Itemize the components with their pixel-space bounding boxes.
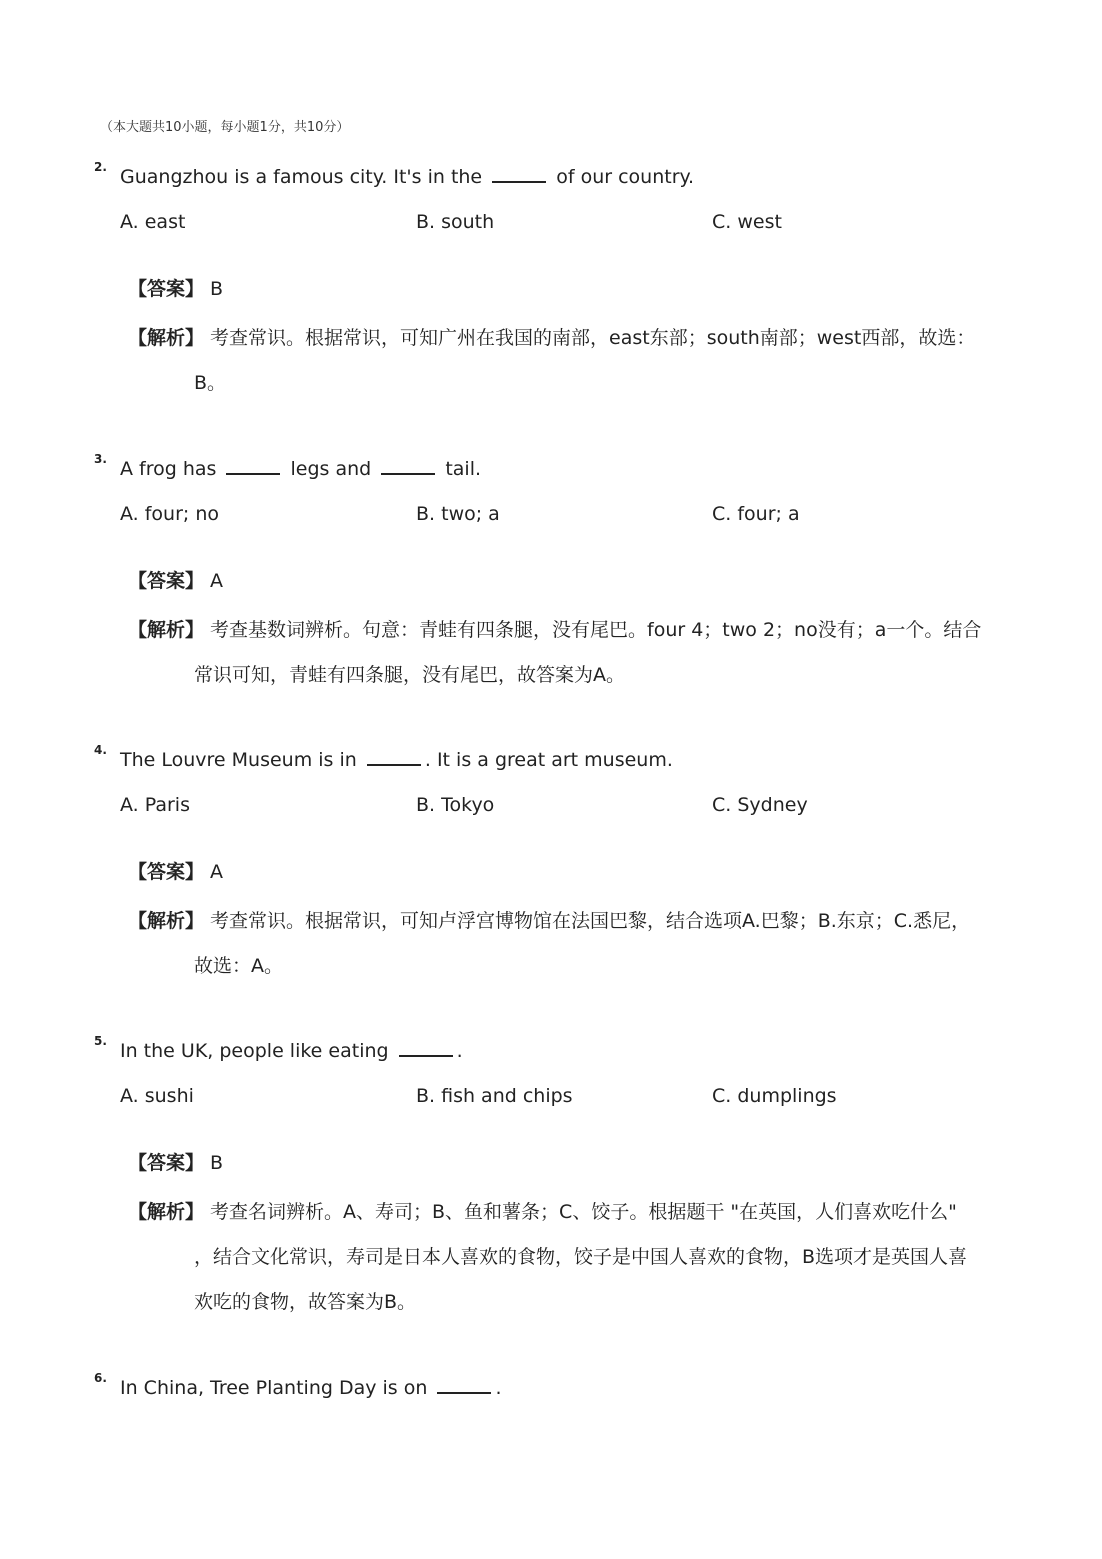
explanation-text: 欢吃的食物，故答案为B。 xyxy=(194,1291,417,1313)
option-a: A. Paris xyxy=(120,794,190,816)
section-note: （本大题共10小题，每小题1分，共10分） xyxy=(100,120,350,135)
explanation-text: 故选：A。 xyxy=(194,955,283,977)
question-number: 5. xyxy=(94,1034,107,1048)
option-c: C. four; a xyxy=(712,503,800,525)
option-c: C. Sydney xyxy=(712,794,808,816)
explanation-text: 常识可知，青蛙有四条腿，没有尾巴，故答案为A。 xyxy=(194,664,625,686)
explanation-text: ，结合文化常识，寿司是日本人喜欢的食物，饺子是中国人喜欢的食物，B选项才是英国人喜 xyxy=(194,1246,968,1268)
answer-line xyxy=(128,274,223,301)
answer-line xyxy=(128,566,223,593)
option-a: A. sushi xyxy=(120,1085,194,1107)
explanation-text: 考查常识。根据常识，可知广州在我国的南部，east东部；south南部；west西部，故选： xyxy=(210,327,976,349)
answer-value: A xyxy=(210,570,224,592)
stem-text: Guangzhou is a famous city. It's in the xyxy=(120,166,483,188)
explanation xyxy=(128,608,998,698)
explanation-label: 【解析】 xyxy=(128,1201,205,1223)
explanation-label: 【解析】 xyxy=(128,327,205,349)
stem-text: . xyxy=(456,1040,463,1062)
answer-label: 【答案】 xyxy=(128,1152,205,1174)
answer-blank xyxy=(399,1041,453,1057)
question-stem xyxy=(120,749,673,771)
question-stem xyxy=(120,1377,502,1399)
stem-text: legs and xyxy=(290,458,372,480)
explanation-label: 【解析】 xyxy=(128,619,205,641)
explanation xyxy=(128,316,998,406)
explanation-text: 考查基数词辨析。句意：青蛙有四条腿，没有尾巴。four 4；two 2；no没有；a一个。结合 xyxy=(210,619,982,641)
stem-text: . It is a great art museum. xyxy=(424,749,673,771)
option-c: C. dumplings xyxy=(712,1085,837,1107)
answer-label: 【答案】 xyxy=(128,570,205,592)
option-b: B. Tokyo xyxy=(416,794,495,816)
answer-line xyxy=(128,1148,223,1175)
stem-text: In the UK, people like eating xyxy=(120,1040,389,1062)
answer-label: 【答案】 xyxy=(128,278,205,300)
option-a: A. four; no xyxy=(120,503,220,525)
explanation xyxy=(128,1190,998,1325)
question-number: 2. xyxy=(94,160,107,174)
option-b: B. south xyxy=(416,211,495,233)
question-number: 6. xyxy=(94,1371,107,1385)
answer-blank xyxy=(437,1378,491,1394)
question-number: 4. xyxy=(94,743,107,757)
stem-text: tail. xyxy=(445,458,482,480)
stem-text: of our country. xyxy=(556,166,695,188)
explanation-text: 考查名词辨析。A、寿司；B、鱼和薯条；C、饺子。根据题干 "在英国，人们喜欢吃什么" xyxy=(210,1201,957,1223)
question-stem xyxy=(120,458,481,480)
question-number: 3. xyxy=(94,452,107,466)
stem-text: The Louvre Museum is in xyxy=(120,749,357,771)
answer-value: B xyxy=(210,278,224,300)
explanation-text: B。 xyxy=(194,372,227,394)
option-a: A. east xyxy=(120,211,186,233)
answer-blank xyxy=(381,459,435,475)
explanation xyxy=(128,899,998,989)
answer-line xyxy=(128,857,223,884)
stem-text: A frog has xyxy=(120,458,217,480)
answer-value: B xyxy=(210,1152,224,1174)
question-stem xyxy=(120,1040,463,1062)
option-c: C. west xyxy=(712,211,782,233)
option-b: B. two; a xyxy=(416,503,500,525)
option-b: B. fish and chips xyxy=(416,1085,573,1107)
answer-blank xyxy=(226,459,280,475)
answer-blank xyxy=(367,750,421,766)
answer-blank xyxy=(492,167,546,183)
explanation-text: 考查常识。根据常识，可知卢浮宫博物馆在法国巴黎，结合选项A.巴黎；B.东京；C.悉尼， xyxy=(210,910,971,932)
stem-text: . xyxy=(495,1377,502,1399)
explanation-label: 【解析】 xyxy=(128,910,205,932)
answer-value: A xyxy=(210,861,224,883)
stem-text: In China, Tree Planting Day is on xyxy=(120,1377,428,1399)
question-stem xyxy=(120,166,694,188)
answer-label: 【答案】 xyxy=(128,861,205,883)
